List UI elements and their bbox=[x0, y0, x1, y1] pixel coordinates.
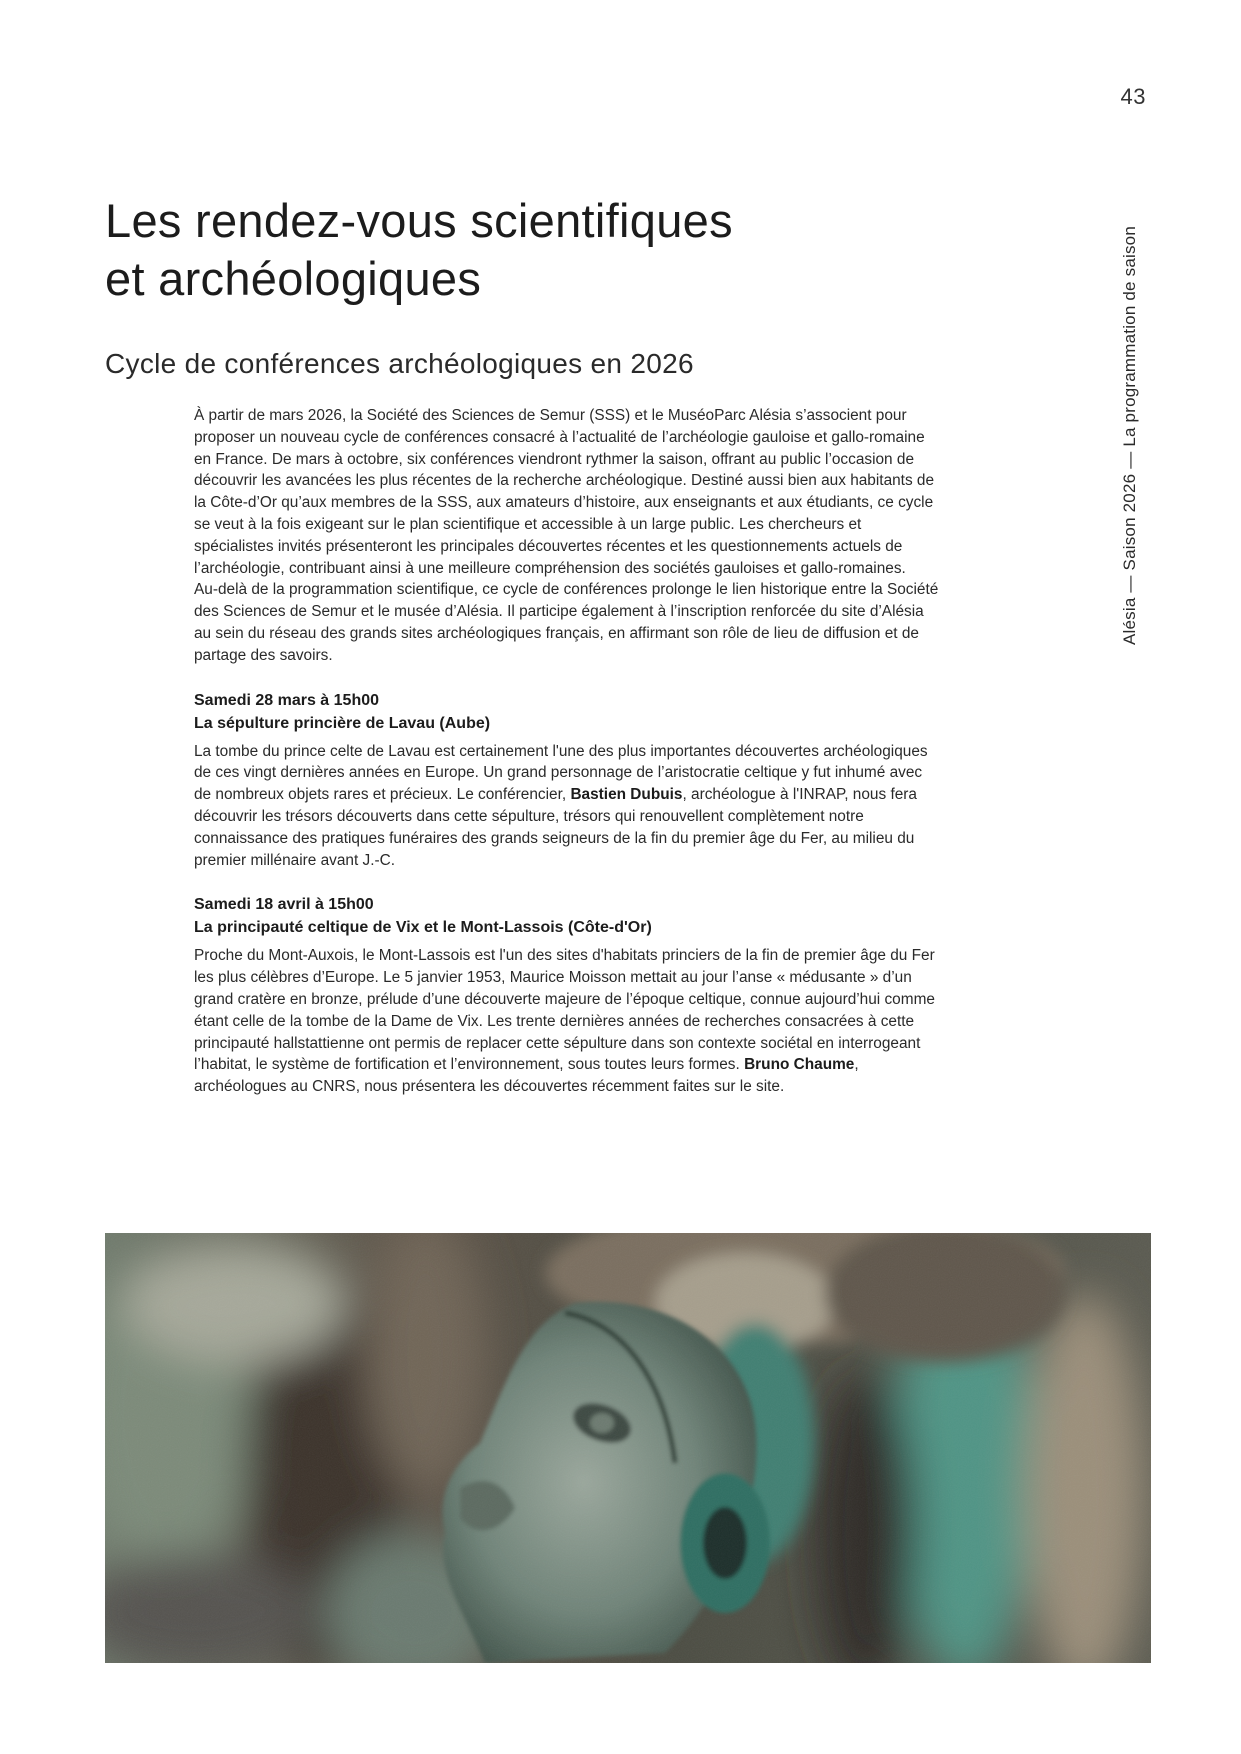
event-date: Samedi 28 mars à 15h00 bbox=[194, 691, 380, 709]
event-date: Samedi 18 avril à 15h00 bbox=[194, 896, 374, 914]
event-speaker: Bastien Dubuis bbox=[570, 786, 683, 804]
running-header-vertical: Alésia — Saison 2026 — La programmation de saison bbox=[1120, 226, 1139, 645]
section-subtitle: Cycle de conférences archéologiques en 2026 bbox=[105, 348, 694, 379]
page-number: 43 bbox=[1120, 84, 1146, 109]
intro-paragraph: Au-delà de la programmation scientifique, ce cycle de conférences prolonge le lien historique entre la Société des Sciences de Semur et le musée d’Alésia. Il participe également à l’inscription renforcée du site d’Alésia au sein du réseau des grands sites archéologiques français, en affirmant son rôle de lieu de diffusion et de partage des savoirs. bbox=[194, 581, 939, 664]
artifact-photo bbox=[105, 1233, 1151, 1663]
event-description bbox=[194, 741, 939, 872]
event-description-text: La tombe du prince celte de Lavau est certainement l'une des plus importantes découvertes archéologiques de ces vingt dernières années en Europe. Un grand personnage de l’aristocratie celtique y fut inhumé avec de nombreux objets rares et précieux. Le conférencier, bbox=[194, 742, 928, 804]
event-item bbox=[194, 689, 939, 872]
event-description bbox=[194, 945, 939, 1098]
article-body bbox=[194, 405, 939, 1098]
event-description-text: Proche du Mont-Auxois, le Mont-Lassois est l'un des sites d'habitats princiers de la fin de premier âge du Fer les plus célèbres d’Europe. Le 5 janvier 1953, Maurice Moisson mettait au jour l’anse « médusante » d’un grand cratère en bronze, prélude d’une découverte majeure de l’époque celtique, connue aujourd’hui comme étant celle de la tombe de la Dame de Vix. Les trente dernières années de recherches consacrées à cette principauté hallstattienne ont permis de replacer cette sépulture dans son contexte sociétal en interrogeant l’habitat, le système de fortification et l’environnement, sous toutes leurs formes. bbox=[194, 947, 935, 1074]
event-speaker: Bruno Chaume bbox=[744, 1056, 855, 1074]
event-title: La sépulture princière de Lavau (Aube) bbox=[194, 714, 491, 732]
page-title-line-2: et archéologiques bbox=[105, 252, 482, 305]
artifact-photo-illustration bbox=[105, 1233, 1151, 1663]
event-description-text: , archéologues au CNRS, nous présentera les découvertes récemment faites sur le site. bbox=[194, 1056, 859, 1096]
intro-section bbox=[194, 405, 939, 667]
event-item bbox=[194, 893, 939, 1098]
intro-paragraph: À partir de mars 2026, la Société des Sciences de Semur (SSS) et le MuséoParc Alésia s’associent pour proposer un nouveau cycle de conférences consacré à l’actualité de l’archéologie gauloise et gallo-romaine en France. De mars à octobre, six conférences viendront rythmer la saison, offrant au public l’occasion de découvrir les avancées les plus récentes de la recherche archéologique. Destiné aussi bien aux habitants de la Côte-d’Or qu’aux membres de la SSS, aux amateurs d’histoire, aux enseignants et aux étudiants, ce cycle se veut à la fois exigeant sur le plan scientifique et accessible à un large public. Les chercheurs et spécialistes invités présenteront les principales découvertes récentes et les questionnements actuels de l’archéologie, contribuant ainsi à une meilleure compréhension des sociétés gauloises et gallo-romaines. bbox=[194, 407, 935, 577]
page-title bbox=[105, 192, 733, 308]
page-title-line-1: Les rendez-vous scientifiques bbox=[105, 194, 733, 247]
event-description-text: , archéologue à l'INRAP, nous fera découvrir les trésors découverts dans cette sépulture, trésors qui renouvellent complètement notre connaissance des pratiques funéraires des grands seigneurs de la fin du premier âge du Fer, au milieu du premier millénaire avant J.-C. bbox=[194, 786, 917, 869]
event-title: La principauté celtique de Vix et le Mont-Lassois (Côte-d'Or) bbox=[194, 919, 652, 937]
